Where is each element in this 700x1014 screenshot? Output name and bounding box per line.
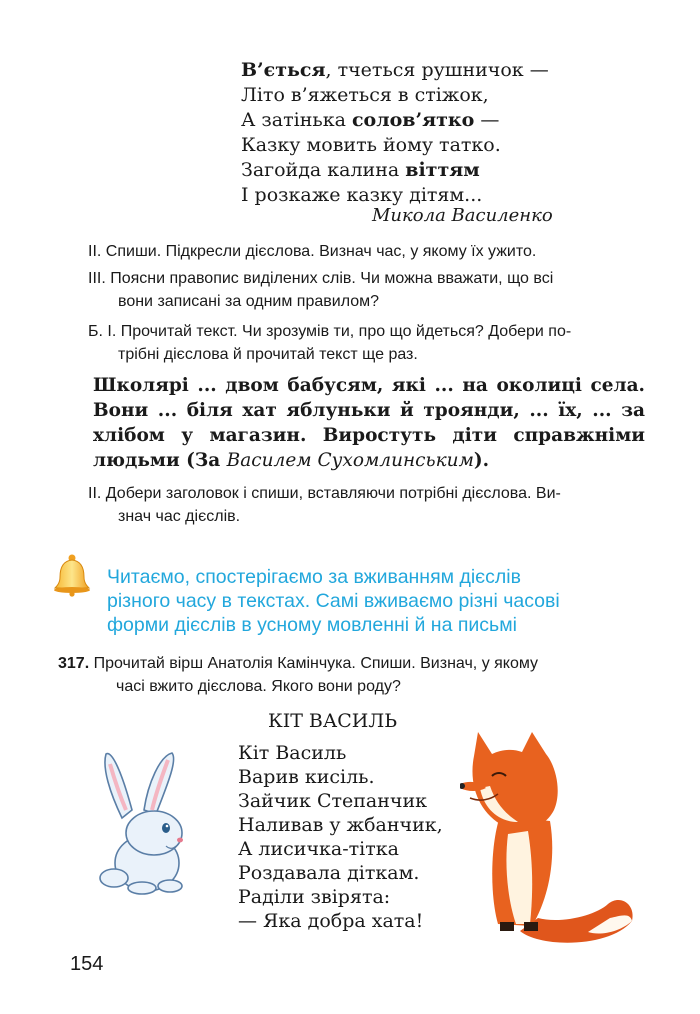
poem-text: А затінька xyxy=(241,109,352,131)
exercise-317 xyxy=(58,652,538,698)
highlighted-word: солов’ятко xyxy=(351,109,475,131)
bunny-illustration xyxy=(92,748,200,898)
highlighted-word: віттям xyxy=(405,159,480,181)
task-2: ІІ. Спиши. Підкресли дієслова. Визнач час, у якому їх ужито. xyxy=(88,243,537,260)
exercise-end: ). xyxy=(473,450,490,471)
poem-line: А лисичка-тітка xyxy=(238,838,399,860)
poem-author: Микола Василенко xyxy=(372,205,553,226)
poem-line: Роздавала діткам. xyxy=(238,862,420,884)
poem-line: Наливав у жбанчик, xyxy=(238,814,443,836)
exercise-317-line xyxy=(58,652,538,675)
poem-line: Літо в’яжеться в стіжок, xyxy=(241,84,489,106)
task-line: трібні дієслова й прочитай текст ще раз. xyxy=(118,346,418,363)
poem-line xyxy=(241,108,549,133)
poem-line: Зайчик Степанчик xyxy=(238,790,428,812)
poem-text: Загойда калина xyxy=(241,159,406,181)
poem-line: — Яка добра хата! xyxy=(238,910,424,932)
exercise-source: Василем Сухомлинським xyxy=(226,450,474,471)
exercise-body: Школярі ... двом бабусям, які ... на околиці села. Вони ... біля хат яблуньки й троянди, ... їх, ... за хлібом у магазин. Виростуть діти справжніми людьми (За xyxy=(93,375,645,471)
task-b-1 xyxy=(88,320,571,366)
poem-line: Кіт Василь xyxy=(238,742,347,764)
task-line: вони записані за одним правилом? xyxy=(118,293,379,310)
exercise-instruction: Прочитай вірш Анатолія Камінчука. Спиши. Визнач, у якому xyxy=(93,655,539,672)
rule-text xyxy=(107,565,560,637)
rule-line: Читаємо, спостерігаємо за вживанням дієслів xyxy=(107,566,521,588)
task-3 xyxy=(88,267,553,313)
poem-line: Казку мовить йому татко. xyxy=(241,134,501,156)
poem-line xyxy=(241,158,549,183)
poem-kit-vasyl xyxy=(238,741,443,933)
highlighted-word: В’ється xyxy=(241,59,326,81)
rule-line: форми дієслів в усному мовленні й на письмі xyxy=(107,614,517,636)
exercise-number: 317. xyxy=(58,655,90,672)
poem-line: Раділи звірята: xyxy=(238,886,391,908)
task-b-2 xyxy=(88,482,561,528)
fox-illustration xyxy=(460,726,640,951)
poem-text: — xyxy=(474,109,500,131)
exercise-instruction: часі вжито дієслова. Якого вони роду? xyxy=(116,678,401,695)
rule-line: різного часу в текстах. Самі вживаємо різні часові xyxy=(107,590,560,612)
page-number: 154 xyxy=(70,953,104,975)
poem-line xyxy=(241,58,549,83)
task-line: ІІ. Добери заголовок і спиши, вставляючи потрібні дієслова. Ви- xyxy=(88,485,561,502)
task-line: знач час дієслів. xyxy=(118,508,241,525)
poem-line: Варив кисіль. xyxy=(238,766,375,788)
poem-vetsya xyxy=(241,58,549,208)
task-line: ІІІ. Поясни правопис виділених слів. Чи можна вважати, що всі xyxy=(88,270,554,287)
poem-title: КІТ ВАСИЛЬ xyxy=(268,710,398,732)
bell-icon xyxy=(52,553,94,597)
poem-text: , тчеться рушничок — xyxy=(325,59,549,81)
exercise-text xyxy=(93,373,645,473)
task-line: Б. І. Прочитай текст. Чи зрозумів ти, про що йдеться? Добери по- xyxy=(88,323,572,340)
poem-line: І розкаже казку дітям... xyxy=(241,184,483,206)
